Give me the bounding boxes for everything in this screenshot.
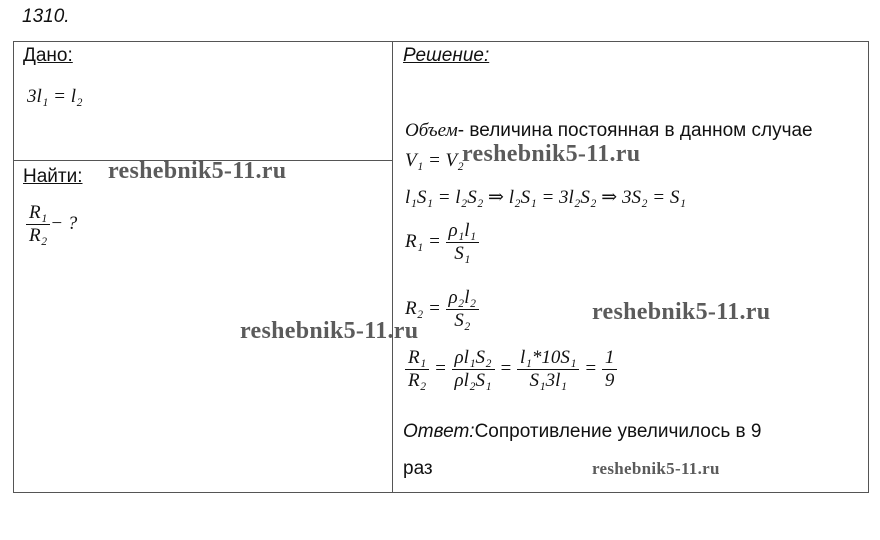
ratio-calc-fraction <box>517 347 580 392</box>
find-fraction <box>26 202 50 247</box>
r1-lhs: R₁ = <box>405 231 441 253</box>
watermark: reshebnik5-11.ru <box>592 459 720 478</box>
problem-number: 1310. <box>22 6 70 27</box>
answer-text: Сопротивление увеличилось в 9 <box>474 421 762 442</box>
ratio-lhs-fraction <box>405 347 429 392</box>
r1-fraction <box>446 220 480 265</box>
equals-sign: = <box>499 358 513 380</box>
ratio-mid-denominator: ρl₂S₁ <box>454 369 492 391</box>
ratio-calc-numerator: l₁*10S₁ <box>517 347 580 370</box>
r2-fraction <box>446 287 480 332</box>
solution-label: Решение: <box>403 45 490 66</box>
r1-numerator: ρ₁l₁ <box>446 220 480 243</box>
given-condition: 3l₁ = l₂ <box>27 86 83 107</box>
answer-line <box>403 421 761 443</box>
volume-word: Объем <box>405 120 458 141</box>
find-expression <box>26 202 77 247</box>
ratio-calc-denominator: S₁3l₁ <box>529 369 567 391</box>
volume-equation: V₁ = V₂ <box>405 150 464 171</box>
answer-label: Ответ: <box>403 421 475 442</box>
r2-denominator: S₂ <box>454 309 471 331</box>
ratio-mid-numerator: ρl₁S₂ <box>452 347 495 370</box>
equals-sign: = <box>433 358 447 380</box>
ratio-result-denominator: 9 <box>604 369 615 391</box>
area-relation: l₁S₁ = l₂S₂ ⇒ l₂S₁ = 3l₂S₂ ⇒ 3S₂ = S₁ <box>405 187 686 208</box>
ratio-lhs-numerator: R₁ <box>405 347 429 370</box>
find-label: Найти: <box>23 166 83 187</box>
ratio-lhs-denominator: R₂ <box>408 369 427 391</box>
answer-continuation: раз <box>403 458 433 479</box>
equals-sign: = <box>584 358 598 380</box>
given-label: Дано: <box>23 45 73 66</box>
volume-text: - величина постоянная в данном случае <box>457 120 813 141</box>
find-suffix: − ? <box>50 213 78 235</box>
r2-numerator: ρ₂l₂ <box>446 287 480 310</box>
ratio-result-fraction <box>602 347 618 392</box>
ratio-formula <box>405 347 617 392</box>
r2-lhs: R₂ = <box>405 298 441 320</box>
find-denominator: R₂ <box>29 224 48 246</box>
table-divider-vertical <box>392 41 393 493</box>
watermark: reshebnik5-11.ru <box>108 158 287 184</box>
ratio-result-numerator: 1 <box>602 347 618 370</box>
watermark: reshebnik5-11.ru <box>462 141 641 167</box>
ratio-mid-fraction <box>452 347 495 392</box>
find-numerator: R₁ <box>26 202 50 225</box>
watermark: reshebnik5-11.ru <box>240 318 419 344</box>
r1-formula <box>405 220 479 265</box>
volume-statement <box>405 120 813 142</box>
watermark: reshebnik5-11.ru <box>592 299 771 325</box>
r1-denominator: S₁ <box>454 242 471 264</box>
